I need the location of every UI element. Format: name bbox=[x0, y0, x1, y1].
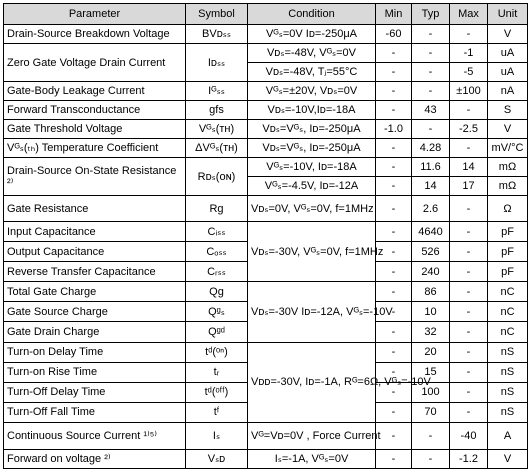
unit-cell: mΩ bbox=[488, 158, 528, 177]
min-cell: - bbox=[376, 196, 412, 222]
max-cell: 17 bbox=[450, 177, 488, 196]
unit-cell: S bbox=[488, 101, 528, 120]
table-row bbox=[4, 139, 528, 158]
condition-cell: Vᴅₛ=-48V, Vᴳₛ=0V bbox=[248, 44, 376, 63]
condition-cell: Vᴅₛ=-10V,Iᴅ=-18A bbox=[248, 101, 376, 120]
unit-cell: A bbox=[488, 422, 528, 449]
unit-cell: V bbox=[488, 449, 528, 468]
typ-cell: 86 bbox=[412, 282, 450, 302]
typ-cell: 2.6 bbox=[412, 196, 450, 222]
min-cell: - bbox=[376, 44, 412, 63]
symbol-cell: Iᴳₛₛ bbox=[186, 82, 248, 101]
typ-cell: - bbox=[412, 44, 450, 63]
max-cell: -2.5 bbox=[450, 120, 488, 139]
symbol-cell: Rg bbox=[186, 196, 248, 222]
max-cell: -1.2 bbox=[450, 449, 488, 468]
unit-cell: V bbox=[488, 120, 528, 139]
unit-cell: pF bbox=[488, 222, 528, 242]
typ-cell: 240 bbox=[412, 262, 450, 282]
symbol-cell: Qg bbox=[186, 282, 248, 302]
condition-cell: Vᴅₛ=-30V, Vᴳₛ=0V, f=1MHz bbox=[248, 222, 376, 282]
typ-cell: - bbox=[412, 422, 450, 449]
min-cell: - bbox=[376, 282, 412, 302]
max-cell: - bbox=[450, 242, 488, 262]
table-row bbox=[4, 196, 528, 222]
max-cell: - bbox=[450, 25, 488, 44]
typ-cell: 70 bbox=[412, 402, 450, 422]
min-cell: - bbox=[376, 322, 412, 342]
min-cell: - bbox=[376, 177, 412, 196]
unit-cell: nA bbox=[488, 82, 528, 101]
col-header-parameter: Parameter bbox=[4, 4, 186, 25]
unit-cell: mΩ bbox=[488, 177, 528, 196]
col-header-typ: Typ bbox=[412, 4, 450, 25]
typ-cell: 10 bbox=[412, 302, 450, 322]
unit-cell: nS bbox=[488, 362, 528, 382]
typ-cell: 20 bbox=[412, 342, 450, 362]
param-cell: Turn-on Rise Time bbox=[4, 362, 186, 382]
typ-cell: 4.28 bbox=[412, 139, 450, 158]
max-cell: ±100 bbox=[450, 82, 488, 101]
typ-cell: - bbox=[412, 25, 450, 44]
symbol-cell: tᵈ(ᵒⁿ) bbox=[186, 342, 248, 362]
table-header-row bbox=[4, 4, 528, 25]
typ-cell: 100 bbox=[412, 382, 450, 402]
symbol-cell: tᵈ(ᵒᶠᶠ) bbox=[186, 382, 248, 402]
param-cell: Reverse Transfer Capacitance bbox=[4, 262, 186, 282]
max-cell: - bbox=[450, 139, 488, 158]
table-row bbox=[4, 120, 528, 139]
param-cell: Drain-Source On-State Resistance ²⁾ bbox=[4, 158, 186, 196]
typ-cell: - bbox=[412, 120, 450, 139]
symbol-cell: Cᵢₛₛ bbox=[186, 222, 248, 242]
condition-cell: Vᴳₛ=-10V, Iᴅ=-18A bbox=[248, 158, 376, 177]
unit-cell: V bbox=[488, 25, 528, 44]
condition-cell: Vᴳₛ=-4.5V, Iᴅ=-12A bbox=[248, 177, 376, 196]
param-cell: Vᴳₛ(ₜₕ) Temperature Coefficient bbox=[4, 139, 186, 158]
table-row bbox=[4, 222, 528, 242]
param-cell: Zero Gate Voltage Drain Current bbox=[4, 44, 186, 82]
symbol-cell: Iₛ bbox=[186, 422, 248, 449]
condition-cell: Vᴅₛ=-30V Iᴅ=-12A, Vᴳₛ=-10V bbox=[248, 282, 376, 342]
table-row bbox=[4, 101, 528, 120]
min-cell: - bbox=[376, 101, 412, 120]
min-cell: - bbox=[376, 222, 412, 242]
table-row bbox=[4, 449, 528, 468]
unit-cell: nS bbox=[488, 402, 528, 422]
max-cell: - bbox=[450, 262, 488, 282]
param-cell: Gate-Body Leakage Current bbox=[4, 82, 186, 101]
min-cell: - bbox=[376, 302, 412, 322]
param-cell: Turn-Off Fall Time bbox=[4, 402, 186, 422]
min-cell: - bbox=[376, 158, 412, 177]
param-cell: Gate Threshold Voltage bbox=[4, 120, 186, 139]
min-cell: - bbox=[376, 139, 412, 158]
unit-cell: nC bbox=[488, 322, 528, 342]
unit-cell: pF bbox=[488, 262, 528, 282]
param-cell: Input Capacitance bbox=[4, 222, 186, 242]
symbol-cell: Iᴅₛₛ bbox=[186, 44, 248, 82]
condition-cell: Vᴅᴅ=-30V, Iᴅ=-1A, Rᴳ=6Ω, Vᴳₛ=-10V bbox=[248, 342, 376, 422]
max-cell: - bbox=[450, 382, 488, 402]
param-cell: Total Gate Charge bbox=[4, 282, 186, 302]
table-row bbox=[4, 82, 528, 101]
param-cell: Turn-on Delay Time bbox=[4, 342, 186, 362]
col-header-unit: Unit bbox=[488, 4, 528, 25]
min-cell: -60 bbox=[376, 25, 412, 44]
electrical-characteristics-table bbox=[3, 3, 528, 469]
condition-cell: Vᴅₛ=-48V, Tⱼ=55°C bbox=[248, 63, 376, 82]
typ-cell: - bbox=[412, 82, 450, 101]
table-row bbox=[4, 25, 528, 44]
symbol-cell: Vₛᴅ bbox=[186, 449, 248, 468]
param-cell: Continuous Source Current ¹⁾⁵⁾ bbox=[4, 422, 186, 449]
min-cell: - bbox=[376, 402, 412, 422]
param-cell: Drain-Source Breakdown Voltage bbox=[4, 25, 186, 44]
col-header-condition: Condition bbox=[248, 4, 376, 25]
symbol-cell: tᵣ bbox=[186, 362, 248, 382]
min-cell: - bbox=[376, 422, 412, 449]
max-cell: -5 bbox=[450, 63, 488, 82]
max-cell: - bbox=[450, 402, 488, 422]
symbol-cell: gfs bbox=[186, 101, 248, 120]
max-cell: - bbox=[450, 101, 488, 120]
unit-cell: uA bbox=[488, 44, 528, 63]
condition-cell: Vᴅₛ=Vᴳₛ, Iᴅ=-250μA bbox=[248, 120, 376, 139]
unit-cell: nC bbox=[488, 302, 528, 322]
condition-cell: Vᴅₛ=Vᴳₛ, Iᴅ=-250μA bbox=[248, 139, 376, 158]
symbol-cell: tᶠ bbox=[186, 402, 248, 422]
min-cell: - bbox=[376, 362, 412, 382]
typ-cell: 11.6 bbox=[412, 158, 450, 177]
unit-cell: pF bbox=[488, 242, 528, 262]
symbol-cell: Rᴅₛ(ᴏɴ) bbox=[186, 158, 248, 196]
min-cell: - bbox=[376, 449, 412, 468]
max-cell: - bbox=[450, 362, 488, 382]
param-cell: Gate Drain Charge bbox=[4, 322, 186, 342]
typ-cell: 14 bbox=[412, 177, 450, 196]
col-header-min: Min bbox=[376, 4, 412, 25]
table-row bbox=[4, 158, 528, 177]
max-cell: - bbox=[450, 322, 488, 342]
min-cell: - bbox=[376, 82, 412, 101]
min-cell: -1.0 bbox=[376, 120, 412, 139]
table-row bbox=[4, 342, 528, 362]
symbol-cell: Vᴳₛ(ᴛʜ) bbox=[186, 120, 248, 139]
unit-cell: nC bbox=[488, 282, 528, 302]
symbol-cell: Qᵍᵈ bbox=[186, 322, 248, 342]
condition-cell: Vᴳₛ=±20V, Vᴅₛ=0V bbox=[248, 82, 376, 101]
unit-cell: nS bbox=[488, 342, 528, 362]
min-cell: - bbox=[376, 63, 412, 82]
symbol-cell: Qᵍₛ bbox=[186, 302, 248, 322]
typ-cell: 32 bbox=[412, 322, 450, 342]
typ-cell: 526 bbox=[412, 242, 450, 262]
min-cell: - bbox=[376, 242, 412, 262]
max-cell: -1 bbox=[450, 44, 488, 63]
typ-cell: 4640 bbox=[412, 222, 450, 242]
param-cell: Turn-Off Delay Time bbox=[4, 382, 186, 402]
unit-cell: Ω bbox=[488, 196, 528, 222]
table-row bbox=[4, 422, 528, 449]
condition-cell: Vᴳ=Vᴅ=0V , Force Current bbox=[248, 422, 376, 449]
col-header-max: Max bbox=[450, 4, 488, 25]
max-cell: - bbox=[450, 342, 488, 362]
condition-cell: Vᴅₛ=0V, Vᴳₛ=0V, f=1MHz bbox=[248, 196, 376, 222]
param-cell: Output Capacitance bbox=[4, 242, 186, 262]
param-cell: Forward Transconductance bbox=[4, 101, 186, 120]
symbol-cell: ΔVᴳₛ(ᴛʜ) bbox=[186, 139, 248, 158]
max-cell: - bbox=[450, 302, 488, 322]
unit-cell: uA bbox=[488, 63, 528, 82]
max-cell: - bbox=[450, 196, 488, 222]
param-cell: Gate Resistance bbox=[4, 196, 186, 222]
param-cell: Forward on voltage ²⁾ bbox=[4, 449, 186, 468]
max-cell: - bbox=[450, 222, 488, 242]
max-cell: -40 bbox=[450, 422, 488, 449]
table-row bbox=[4, 282, 528, 302]
param-cell: Gate Source Charge bbox=[4, 302, 186, 322]
max-cell: 14 bbox=[450, 158, 488, 177]
typ-cell: - bbox=[412, 449, 450, 468]
condition-cell: Iₛ=-1A, Vᴳₛ=0V bbox=[248, 449, 376, 468]
col-header-symbol: Symbol bbox=[186, 4, 248, 25]
condition-cell: Vᴳₛ=0V Iᴅ=-250μA bbox=[248, 25, 376, 44]
typ-cell: 15 bbox=[412, 362, 450, 382]
typ-cell: - bbox=[412, 63, 450, 82]
typ-cell: 43 bbox=[412, 101, 450, 120]
unit-cell: mV/°C bbox=[488, 139, 528, 158]
symbol-cell: BVᴅₛₛ bbox=[186, 25, 248, 44]
max-cell: - bbox=[450, 282, 488, 302]
min-cell: - bbox=[376, 262, 412, 282]
table-row bbox=[4, 44, 528, 63]
min-cell: - bbox=[376, 342, 412, 362]
unit-cell: nS bbox=[488, 382, 528, 402]
symbol-cell: Cₒₛₛ bbox=[186, 242, 248, 262]
symbol-cell: Cᵣₛₛ bbox=[186, 262, 248, 282]
min-cell: - bbox=[376, 382, 412, 402]
